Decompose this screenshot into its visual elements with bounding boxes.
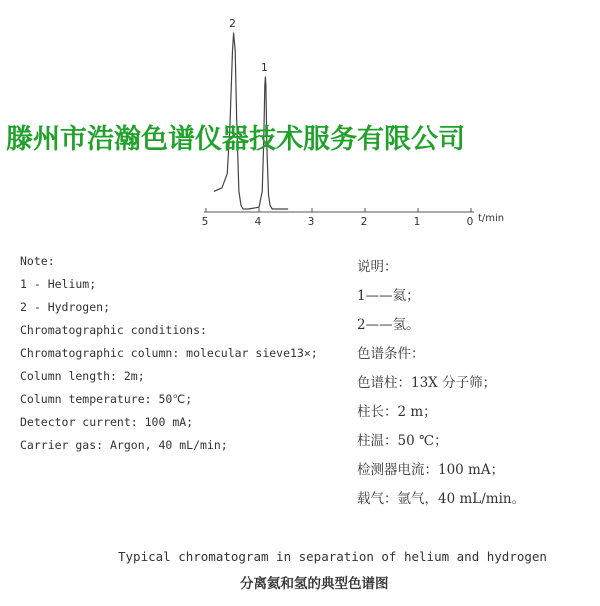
note-line: 1 - Helium; [20,277,97,291]
notes-english [20,250,350,457]
peak-label: 1 [260,61,268,74]
peak-label: 2 [229,17,237,30]
note-line-cn: 色谱条件： [357,346,425,362]
note-line-cn: 柱长：2 m； [357,404,437,420]
note-line-cn: 说明： [357,259,398,275]
x-axis [202,208,505,228]
note-line: Chromatographic conditions: [20,323,207,337]
note-line: 2 - Hydrogen; [20,300,111,314]
note-line-cn: 检测器电流：100 mA； [357,462,505,478]
note-line: Column temperature: 50℃; [20,392,193,406]
caption-english: Typical chromatogram in separation of helium and hydrogen [118,549,547,564]
note-line: Detector current: 100 mA; [20,415,194,429]
notes-chinese [357,253,597,514]
note-line-cn: 柱温：50 ℃； [357,433,448,449]
x-tick-label: 0 [466,216,474,228]
caption-chinese: 分离氦和氢的典型色谱图 [240,576,389,592]
note-line-cn: 载气：氩气，40 mL/min。 [357,491,526,507]
note-line: Column length: 2m; [20,369,145,383]
note-line: Chromatographic column: molecular sieve13×; [20,346,318,360]
x-tick-label: 3 [307,216,315,228]
company-watermark: 滕州市浩瀚色谱仪器技术服务有限公司 [6,124,465,155]
note-line: Note: [20,254,55,268]
note-line-cn: 2——氢。 [357,317,420,333]
note-line: Carrier gas: Argon, 40 mL/min; [20,438,228,452]
x-tick-label: 4 [254,216,262,228]
x-tick-label: 2 [360,216,368,228]
x-tick-label: 1 [413,216,421,228]
x-tick-label: 5 [201,216,209,228]
x-axis-label: t/min [478,213,505,224]
note-line-cn: 色谱柱：13X 分子筛； [357,375,497,391]
note-line-cn: 1——氦； [357,288,420,304]
